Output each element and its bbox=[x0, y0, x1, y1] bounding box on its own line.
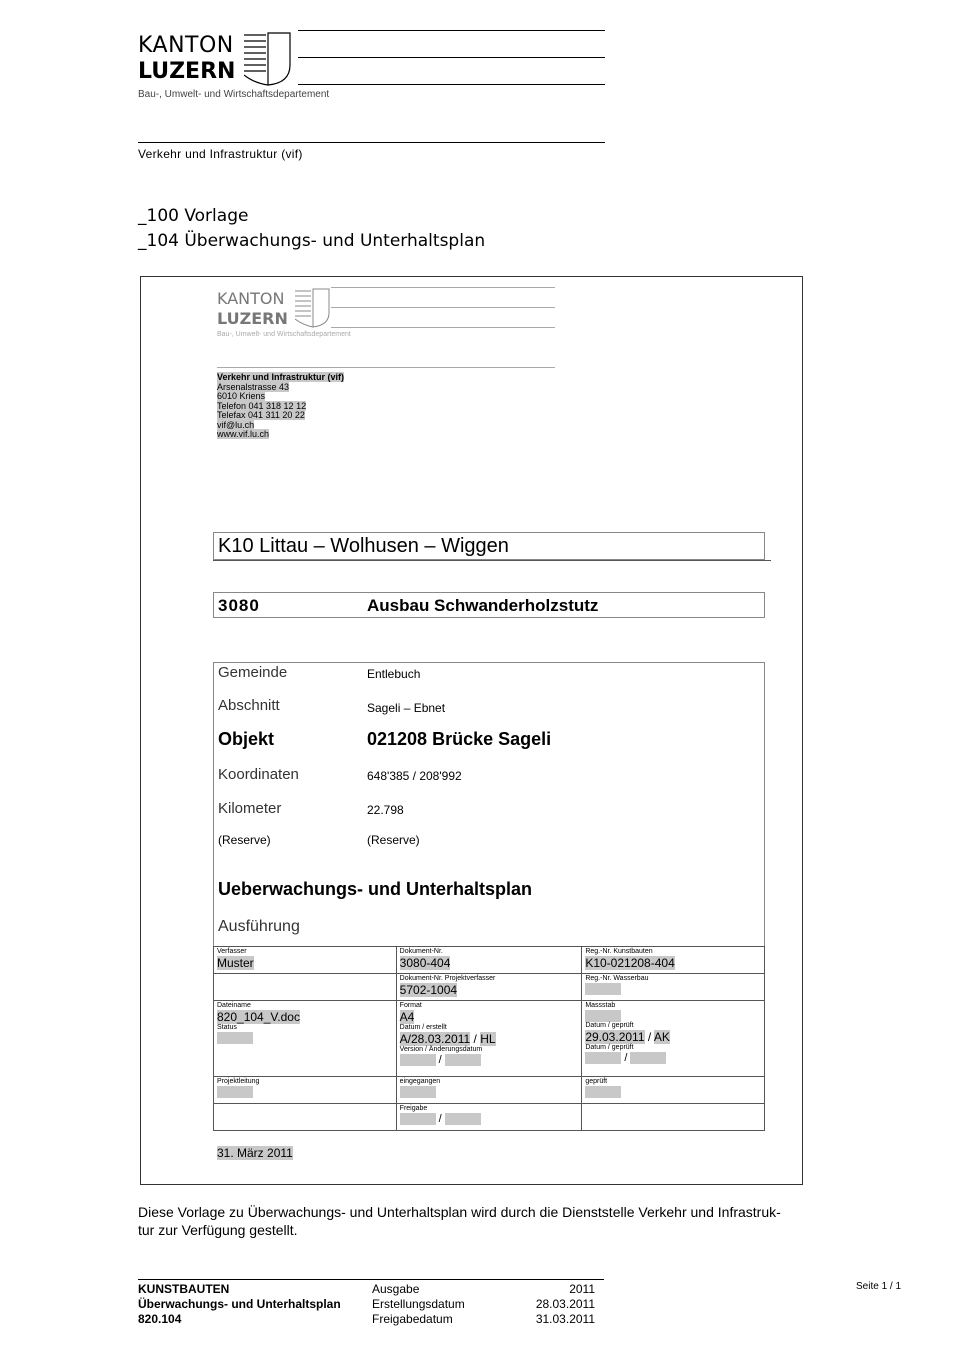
erstellt-slash: / bbox=[473, 1032, 477, 1046]
freigabe-cell bbox=[396, 1104, 582, 1131]
status-field bbox=[217, 1032, 253, 1044]
version-slash: / bbox=[438, 1054, 442, 1066]
doc-title-line-1: _100 Vorlage bbox=[138, 206, 249, 226]
footer-freigabedatum-label: Freigabedatum bbox=[372, 1312, 453, 1326]
datum-erstellt-label: Datum / erstellt bbox=[399, 1024, 447, 1031]
address-email: vif@lu.ch bbox=[217, 419, 255, 430]
address-unit: Verkehr und Infrastruktur (vif) bbox=[217, 372, 345, 382]
header-rule-2 bbox=[298, 57, 605, 58]
table-row bbox=[214, 974, 765, 1001]
preview-logo-kanton: KANTON bbox=[217, 289, 285, 308]
doknr-pv-cell bbox=[396, 974, 582, 1001]
preview-logo-luzern: LUZERN bbox=[217, 309, 288, 328]
doknr-value: 3080-404 bbox=[399, 956, 451, 970]
table-row bbox=[214, 1104, 765, 1131]
format-label: Format bbox=[399, 1002, 422, 1009]
road-title-underline bbox=[213, 560, 771, 561]
reserve-value: (Reserve) bbox=[367, 833, 420, 847]
preview-department: Bau-, Umwelt- und Wirtschaftsdepartement bbox=[217, 331, 351, 338]
objekt-label: Objekt bbox=[218, 729, 275, 749]
preview-rule-2 bbox=[331, 307, 555, 308]
logo-kanton-text: KANTON bbox=[138, 33, 234, 58]
version-label: Version / Änderungsdatum bbox=[399, 1046, 483, 1053]
kilometer-value: 22.798 bbox=[367, 803, 404, 817]
regnr-kb-cell bbox=[582, 947, 765, 974]
geprueft-slash: / bbox=[647, 1030, 652, 1044]
verfasser-value: Muster bbox=[217, 956, 254, 970]
geprueft2-date-field bbox=[585, 1052, 621, 1064]
doknr-cell bbox=[396, 947, 582, 974]
footer-doc-number: 820.104 bbox=[138, 1312, 182, 1326]
footer-ausgabe-label: Ausgabe bbox=[372, 1282, 420, 1296]
format-cell bbox=[396, 1001, 582, 1077]
dateiname-cell bbox=[214, 1001, 397, 1077]
logo-luzern-text: LUZERN bbox=[138, 59, 236, 84]
projektleitung-field bbox=[217, 1086, 253, 1098]
erstellt-by: HL bbox=[480, 1032, 496, 1046]
geprueft-by: AK bbox=[653, 1030, 670, 1044]
description-line-1: Diese Vorlage zu Überwachungs- und Unterhaltsplan wird durch die Dienststelle Verkehr und Infrastruk- bbox=[138, 1204, 781, 1220]
koordinaten-label: Koordinaten bbox=[218, 766, 299, 783]
massstab-field bbox=[585, 1010, 621, 1022]
unit-label: Verkehr und Infrastruktur (vif) bbox=[138, 147, 303, 161]
footer-rule bbox=[138, 1279, 604, 1280]
preview-rule-3 bbox=[331, 327, 555, 328]
kilometer-label: Kilometer bbox=[218, 800, 282, 817]
datum-geprueft-value: 29.03.2011 bbox=[585, 1030, 645, 1044]
table-row bbox=[214, 1077, 765, 1104]
metadata-table bbox=[213, 946, 765, 1131]
gemeinde-value: Entlebuch bbox=[367, 667, 421, 681]
project-name: Ausbau Schwanderholzstutz bbox=[367, 596, 599, 615]
footer-ausgabe-value: 2011 bbox=[569, 1282, 595, 1296]
description-line-2: tur zur Verfügung gestellt. bbox=[138, 1222, 298, 1238]
unit-rule bbox=[138, 142, 605, 143]
eingegangen-field bbox=[400, 1086, 436, 1098]
footer-category: KUNSTBAUTEN bbox=[138, 1282, 230, 1296]
fields-box bbox=[213, 662, 765, 947]
koordinaten-value: 648'385 / 208'992 bbox=[367, 769, 462, 783]
gemeinde-label: Gemeinde bbox=[218, 664, 288, 681]
empty-cell bbox=[214, 1104, 397, 1131]
regnr-kb-value: K10-021208-404 bbox=[585, 956, 675, 970]
format-value: A4 bbox=[399, 1010, 415, 1024]
regnr-wb-label: Reg.-Nr. Wasserbau bbox=[585, 975, 649, 982]
doknr-pv-label: Dokument-Nr. Projektverfasser bbox=[399, 975, 496, 982]
footer-col-1 bbox=[138, 1282, 341, 1327]
projektleitung-cell bbox=[214, 1077, 397, 1104]
header-logo bbox=[138, 33, 298, 93]
address-phone: Telefon 041 318 12 12 bbox=[217, 400, 307, 411]
address-fax: Telefax 041 311 20 22 bbox=[217, 410, 305, 420]
eingegangen-label: eingegangen bbox=[399, 1078, 441, 1085]
department-name: Bau-, Umwelt- und Wirtschaftsdepartement bbox=[138, 89, 330, 100]
regnr-kb-label: Reg.-Nr. Kunstbauten bbox=[585, 948, 653, 955]
abschnitt-value: Sageli – Ebnet bbox=[367, 701, 446, 715]
page-number: Seite 1 / 1 bbox=[856, 1281, 902, 1292]
footer-freigabedatum-value: 31.03.2011 bbox=[535, 1312, 595, 1326]
freigabe-label: Freigabe bbox=[399, 1105, 428, 1112]
dateiname-value: 820_104_V.doc bbox=[217, 1010, 300, 1024]
document-preview bbox=[140, 276, 803, 1185]
verfasser-cell bbox=[214, 947, 397, 974]
aenderungsdatum-field bbox=[445, 1054, 481, 1066]
preview-coat-of-arms-icon bbox=[295, 287, 331, 329]
address-city: 6010 Kriens bbox=[217, 391, 266, 401]
objekt-value: 021208 Brücke Sageli bbox=[367, 729, 552, 749]
footer-erstellungsdatum-label: Erstellungsdatum bbox=[372, 1297, 465, 1311]
road-title: K10 Littau – Wolhusen – Wiggen bbox=[218, 535, 509, 557]
footer-col-3 bbox=[500, 1282, 595, 1327]
geprueft2-by-field bbox=[630, 1052, 666, 1064]
project-box bbox=[213, 592, 765, 618]
geprueft2-slash: / bbox=[624, 1052, 628, 1064]
massstab-label: Massstab bbox=[585, 1002, 616, 1009]
coat-of-arms-icon bbox=[244, 31, 292, 87]
dateiname-label: Dateiname bbox=[217, 1002, 251, 1009]
header-rule-1 bbox=[298, 30, 605, 31]
preview-address bbox=[217, 373, 344, 440]
eingegangen-cell bbox=[396, 1077, 582, 1104]
description bbox=[138, 1203, 781, 1239]
abschnitt-label: Abschnitt bbox=[218, 697, 280, 714]
empty-cell bbox=[214, 974, 397, 1001]
empty-cell bbox=[582, 1104, 765, 1131]
projektleitung-label: Projektleitung bbox=[217, 1078, 260, 1085]
footer-erstellungsdatum-value: 28.03.2011 bbox=[535, 1297, 595, 1311]
datum-geprueft-label: Datum / geprüft bbox=[585, 1022, 634, 1029]
doknr-label: Dokument-Nr. bbox=[399, 948, 443, 955]
address-street: Arsenalstrasse 43 bbox=[217, 381, 290, 392]
reserve-label: (Reserve) bbox=[218, 833, 271, 847]
preview-rule-4 bbox=[217, 367, 555, 368]
version-field bbox=[400, 1054, 436, 1066]
geprueft-cell bbox=[582, 1077, 765, 1104]
plan-title: Ueberwachungs- und Unterhaltsplan bbox=[218, 879, 533, 899]
road-title-box bbox=[213, 532, 765, 560]
datum-geprueft2-label: Datum / geprüft bbox=[585, 1044, 634, 1051]
preview-rule-1 bbox=[331, 287, 555, 288]
project-number: 3080 bbox=[218, 596, 260, 615]
datum-erstellt-value: A/28.03.2011 bbox=[399, 1032, 471, 1046]
status-label: Status bbox=[217, 1024, 237, 1031]
massstab-cell bbox=[582, 1001, 765, 1077]
footer-col-2 bbox=[372, 1282, 465, 1327]
footer-doc-type: Überwachungs- und Unterhaltsplan bbox=[138, 1297, 341, 1311]
phase-label: Ausführung bbox=[218, 918, 300, 935]
verfasser-label: Verfasser bbox=[217, 948, 247, 955]
preview-logo bbox=[217, 289, 347, 335]
doc-title-line-2: _104 Überwachungs- und Unterhaltsplan bbox=[138, 231, 486, 251]
header-rule-3 bbox=[298, 84, 605, 85]
freigabe-by-field bbox=[445, 1113, 481, 1125]
table-row bbox=[214, 1001, 765, 1077]
address-web: www.vif.lu.ch bbox=[217, 429, 270, 439]
doknr-pv-value: 5702-1004 bbox=[399, 983, 458, 997]
regnr-wb-cell bbox=[582, 974, 765, 1001]
geprueft-field bbox=[585, 1086, 621, 1098]
preview-date: 31. März 2011 bbox=[217, 1146, 293, 1160]
table-row bbox=[214, 947, 765, 974]
regnr-wb-field bbox=[585, 983, 621, 995]
freigabe-date-field bbox=[400, 1113, 436, 1125]
freigabe-slash: / bbox=[438, 1113, 442, 1125]
geprueft-label: geprüft bbox=[585, 1078, 608, 1085]
